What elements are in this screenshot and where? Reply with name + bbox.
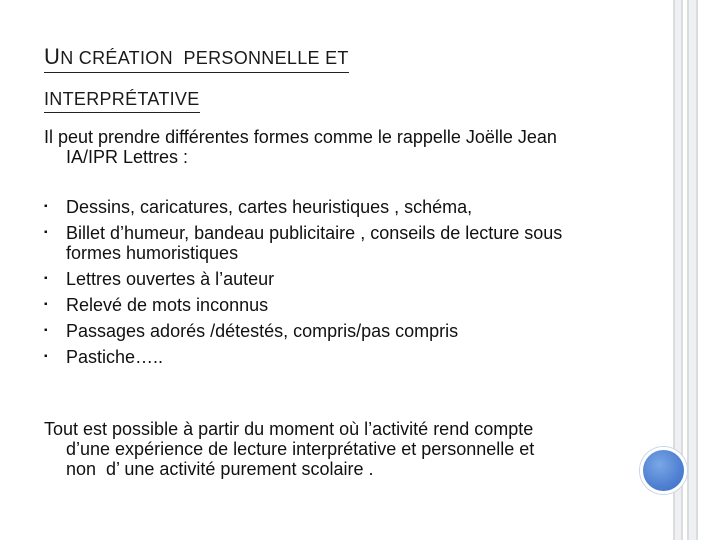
bullet-marker: ▪ <box>44 201 48 212</box>
list-item <box>44 223 644 263</box>
outro-line-3: non d’ une activité purement scolaire . <box>66 459 374 479</box>
outro-line-2: d’une expérience de lecture interprétative et personnelle et <box>66 439 535 459</box>
outro-paragraph <box>44 419 644 479</box>
decorative-rail-outer <box>687 0 698 540</box>
bullet-marker: ▪ <box>44 227 48 238</box>
intro-line-1: Il peut prendre différentes formes comme le rappelle Joëlle Jean <box>44 127 557 147</box>
title-rest: N CRÉATION PERSONNELLE ET <box>60 48 349 68</box>
bullet-marker: ▪ <box>44 351 48 362</box>
list-item <box>44 321 644 341</box>
list-item <box>44 347 644 367</box>
list-item-text: Passages adorés /détestés, compris/pas compris <box>66 321 459 341</box>
bullet-marker: ▪ <box>44 273 48 284</box>
bullet-list <box>44 197 644 373</box>
list-item-text: Relevé de mots inconnus <box>66 295 269 315</box>
list-item <box>44 295 644 315</box>
list-item-text: Lettres ouvertes à l’auteur <box>66 269 275 289</box>
slide-title-line-2: INTERPRÉTATIVE <box>44 89 200 113</box>
list-item-text: Billet d’humeur, bandeau publicitaire , conseils de lecture sous <box>66 223 563 243</box>
bullet-marker: ▪ <box>44 299 48 310</box>
title-initial: U <box>44 44 61 69</box>
intro-paragraph <box>44 127 644 167</box>
slide-title-line-1 <box>44 44 349 73</box>
list-item <box>44 269 644 289</box>
list-item-text-continued: formes humoristiques <box>66 243 239 263</box>
list-item <box>44 197 644 217</box>
intro-line-2: IA/IPR Lettres : <box>66 147 189 167</box>
list-item-text: Pastiche….. <box>66 347 164 367</box>
slide-title <box>44 44 644 113</box>
decorative-circle <box>640 447 687 494</box>
outro-line-1: Tout est possible à partir du moment où l’activité rend compte <box>44 419 534 439</box>
list-item-text: Dessins, caricatures, cartes heuristiques , schéma, <box>66 197 473 217</box>
bullet-marker: ▪ <box>44 325 48 336</box>
